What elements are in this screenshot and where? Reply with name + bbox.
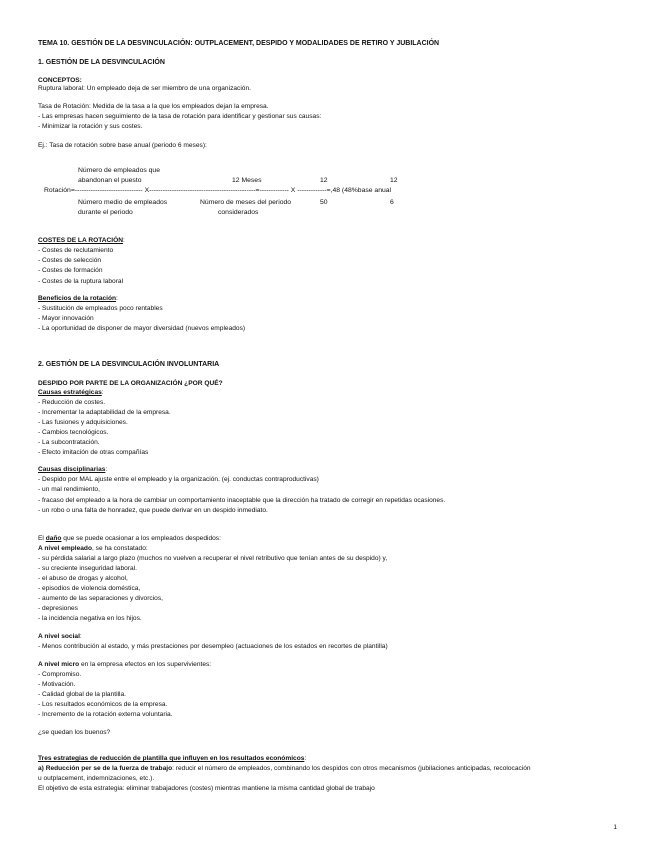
- page-number: 1: [613, 824, 617, 831]
- objetivo-text: El objetivo de esta estrategia: eliminar trabajadores (costes) mientras mantiene la misma cantidad global de trabajo: [38, 785, 375, 792]
- list-item: - Incrementar la adaptabilidad de la empresa.: [38, 409, 171, 416]
- costes-heading: COSTES DE LA ROTACIÓN:: [38, 237, 125, 244]
- list-item: - Mayor innovación: [38, 315, 94, 322]
- list-item: - Costes de selección: [38, 257, 102, 264]
- formula-denominator-4: considerados: [218, 209, 259, 216]
- section-1-title: 1. GESTIÓN DE LA DESVINCULACIÓN: [38, 59, 165, 66]
- list-item: - Efecto imitación de otras compañías: [38, 449, 149, 456]
- disciplinarias-heading: Causas disciplinarias:: [38, 466, 108, 473]
- list-item: - Las fusiones y adquisiciones.: [38, 419, 128, 426]
- nivel-empleado-heading: A nivel empleado, se ha constatado:: [38, 545, 148, 552]
- conceptos-heading: CONCEPTOS:: [38, 77, 82, 84]
- list-item: - la incidencia negativa en los hijos.: [38, 615, 142, 622]
- list-item: - su pérdida salarial a largo plazo (muchos no vuelven a recuperar el nivel retributivo que tenían antes de su despido) y,: [38, 555, 388, 562]
- list-item: - un mal rendimiento,: [38, 486, 100, 493]
- list-item: - un robo o una falta de honradez, que puede derivar en un despido inmediato.: [38, 507, 268, 514]
- estrategia-a-line-2: u outplacement, indemnizaciones, etc.).: [38, 775, 155, 782]
- formula-denominator-3: Número de meses del periodo: [200, 199, 292, 206]
- list-item: - Motivación.: [38, 681, 76, 688]
- formula-rotation-line: Rotación=------------------------------ X-----------------------------------------------=------------- X -------------=,48 (48%base anual: [44, 187, 392, 194]
- list-item: - Reducción de costes.: [38, 399, 106, 406]
- formula-denominator-2: durante el periodo: [78, 209, 133, 216]
- formula-12-meses: 12 Meses: [232, 177, 262, 184]
- formula-12-b: 12: [390, 177, 398, 184]
- dano-line: El daño que se puede ocasionar a los empleados despedidos:: [38, 535, 221, 542]
- tasa-line-2: - Minimizar la rotación y sus costes.: [38, 123, 143, 130]
- estrategicas-heading: Causas estratégicas:: [38, 389, 104, 396]
- list-item: - Cambios tecnológicos.: [38, 429, 109, 436]
- list-item: - Costes de la ruptura laboral: [38, 278, 124, 285]
- buenos-question: ¿se quedan los buenos?: [38, 729, 111, 736]
- list-item: - Los resultados económicos de la empresa.: [38, 701, 168, 708]
- list-item: - su creciente inseguridad laboral.: [38, 565, 137, 572]
- nivel-social-heading: A nivel social:: [38, 633, 82, 640]
- list-item: - depresiones: [38, 605, 78, 612]
- formula-numerator-2: abandonan el puesto: [78, 177, 142, 184]
- formula-12-a: 12: [320, 177, 328, 184]
- despido-heading: DESPIDO POR PARTE DE LA ORGANIZACIÓN ¿POR QUÉ?: [38, 380, 223, 387]
- list-item: - Costes de formación: [38, 267, 103, 274]
- nivel-micro-heading: A nivel micro en la empresa efectos en los supervivientes:: [38, 661, 212, 668]
- list-item: - aumento de las separaciones y divorcios,: [38, 595, 163, 602]
- estrategia-a-line: a) Reducción per se de la fuerza de trabajo: reducir el número de empleados, combinando los despidos con otros mecanismos (jubilaciones anticipadas, recolocación: [38, 765, 531, 772]
- tasa-text: Tasa de Rotación: Medida de la tasa a la que los empleados dejan la empresa.: [38, 103, 269, 110]
- list-item: - Sustitución de empleados poco rentables: [38, 305, 163, 312]
- formula-50: 50: [320, 199, 328, 206]
- document-title: TEMA 10. GESTIÓN DE LA DESVINCULACIÓN: OUTPLACEMENT, DESPIDO Y MODALIDADES DE RETIRO Y JUBILACIÓN: [38, 40, 440, 47]
- nivel-social-text: - Menos contribución al estado, y más prestaciones por desempleo (actuaciones de los estados en recortes de plantilla): [38, 643, 388, 650]
- list-item: - Costes de reclutamiento: [38, 247, 114, 254]
- list-item: - Incremento de la rotación externa voluntaria.: [38, 711, 173, 718]
- example-text: Ej.: Tasa de rotación sobre base anual (periodo 6 meses):: [38, 142, 207, 149]
- list-item: - episodios de violencia doméstica,: [38, 585, 141, 592]
- list-item: - el abuso de drogas y alcohol,: [38, 575, 128, 582]
- tasa-line-1: - Las empresas hacen seguimiento de la tasa de rotación para identificar y gestionar sus causas:: [38, 113, 322, 120]
- beneficios-heading: Beneficios de la rotación:: [38, 295, 118, 302]
- list-item: - Compromiso.: [38, 671, 82, 678]
- section-2-title: 2. GESTIÓN DE LA DESVINCULACIÓN INVOLUNTARIA: [38, 361, 220, 368]
- ruptura-text: Ruptura laboral: Un empleado deja de ser miembro de una organización.: [38, 85, 251, 92]
- formula-numerator-1: Número de empleados que: [78, 167, 160, 174]
- list-item: - fracaso del empleado a la hora de cambiar un comportamiento inaceptable que la dirección ha tratado de corregir en repetidas ocasiones.: [38, 497, 446, 504]
- list-item: - La subcontratación.: [38, 439, 100, 446]
- list-item: - La oportunidad de disponer de mayor diversidad (nuevos empleados): [38, 325, 246, 332]
- tres-estrategias-heading: Tres estrategias de reducción de plantilla que influyen en los resultados económicos:: [38, 755, 307, 762]
- list-item: - Despido por MAL ajuste entre el empleado y la organización. (ej. conductas contraproductivas): [38, 476, 319, 483]
- formula-denominator-1: Número medio de empleados: [78, 199, 168, 206]
- formula-6: 6: [390, 199, 394, 206]
- list-item: - Calidad global de la plantilla.: [38, 691, 126, 698]
